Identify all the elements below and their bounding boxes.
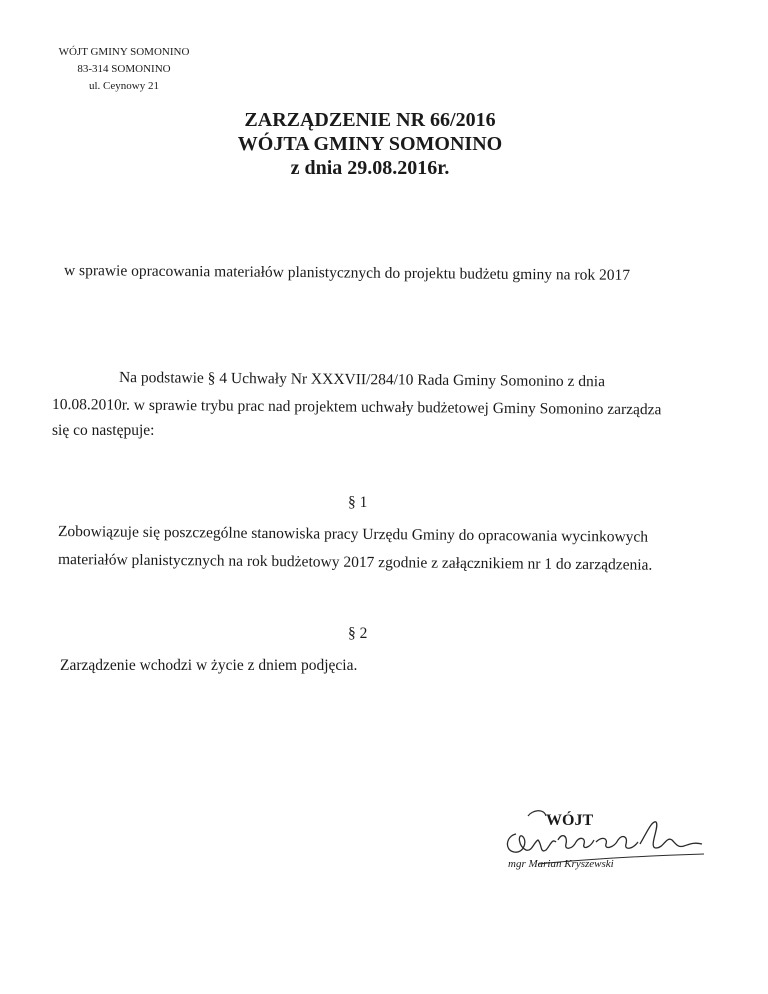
section-2-text-line: Zarządzenie wchodzi w życie z dniem podjęcia. <box>60 657 358 674</box>
preamble-line: się co następuje: <box>52 422 155 439</box>
signatory-name: mgr Marian Kryszewski <box>508 858 614 870</box>
sender-street: ul. Ceynowy 21 <box>89 80 159 92</box>
preamble-line: Na podstawie § 4 Uchwały Nr XXXVII/284/10 Rada Gminy Somonino z dnia <box>118 369 606 391</box>
sender-address-block <box>54 44 194 95</box>
document-subject: w sprawie opracowania materiałów planistycznych do projektu budżetu gminy na rok 2017 <box>63 262 631 284</box>
section-1-mark: § 1 <box>348 494 368 511</box>
heading-ordinance-number: ZARZĄDZENIE NR 66/2016 <box>244 109 496 131</box>
signature-block <box>498 806 710 880</box>
section-1-text-line: Zobowiązuje się poszczególne stanowiska pracy Urzędu Gminy do opracowania wycinkowych <box>57 523 649 546</box>
document-heading <box>150 108 590 180</box>
section-1-text-line: materiałów planistycznych na rok budżetowy 2017 zgodnie z załącznikiem nr 1 do zarządzenia. <box>57 551 653 574</box>
heading-date: z dnia 29.08.2016r. <box>290 157 450 179</box>
sender-office: WÓJT GMINY SOMONINO <box>58 46 190 58</box>
signature-title: WÓJT <box>546 812 594 829</box>
preamble-line: 10.08.2010r. w sprawie trybu prac nad projektem uchwały budżetowej Gminy Somonino zarządza <box>51 396 662 419</box>
sender-postal-code: 83-314 SOMONINO <box>77 63 171 75</box>
heading-issuer: WÓJTA GMINY SOMONINO <box>237 133 503 155</box>
section-2-mark: § 2 <box>348 625 368 642</box>
